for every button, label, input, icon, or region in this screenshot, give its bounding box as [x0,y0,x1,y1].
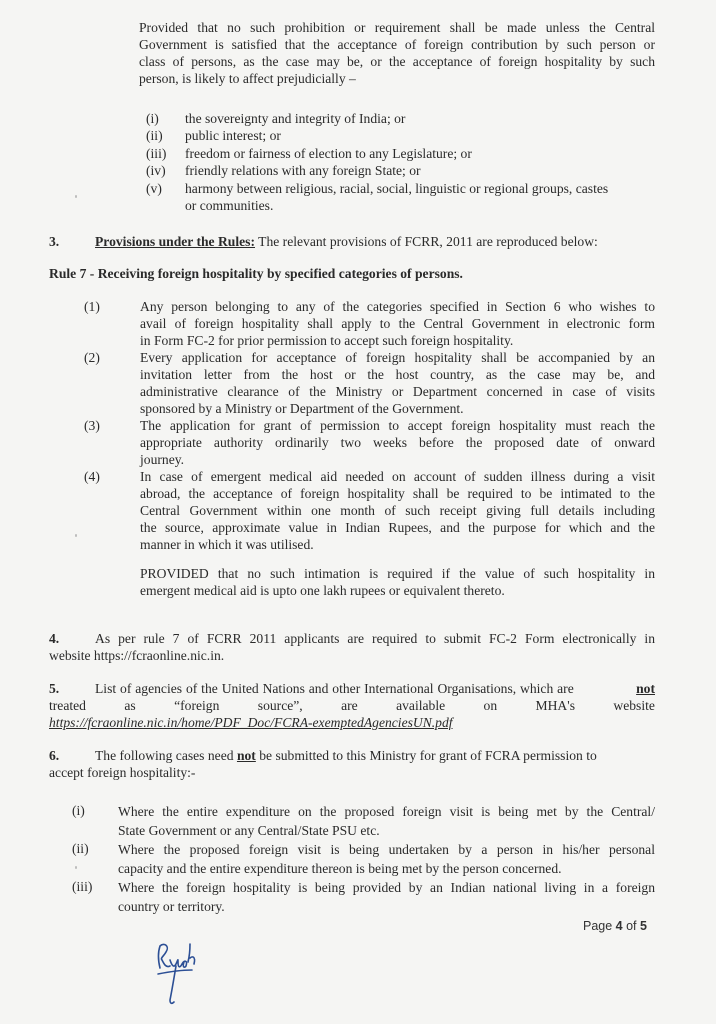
clause-line: manner in which it was utilised. [140,537,314,552]
intro-proviso [139,19,655,87]
clause-line: Every application for acceptance of foreign hospitality shall be accompanied by an [140,350,655,365]
section-4-line-1 [95,630,655,647]
word: treated [49,698,86,713]
signature-icon [152,938,212,1008]
page-number [583,919,647,933]
case-line: Where the proposed foreign visit is being undertaken by a person in his/her personal [118,842,655,857]
case-line: capacity and the entire expenditure thereon is being met by the person concerned. [118,861,562,876]
proviso-line: PROVIDED that no such intimation is required if the value of such hospitality in [140,566,655,581]
clause-line: Central Government within one month of such receipt giving full details including [140,503,655,518]
clause-text [140,298,655,349]
word: as [124,698,136,713]
clause-line: abroad, the acceptance of foreign hospitality shall be required to be intimated to the [140,486,655,501]
clause-text [140,349,655,417]
word: source”, [257,698,303,713]
section-text: be submitted to this Ministry for grant of FCRA permission to [255,748,597,763]
word: available [396,698,446,713]
list-label: (ii) [146,128,163,143]
clause-line: journey. [140,452,185,467]
list-text: the sovereignty and integrity of India; or [185,111,406,126]
scan-speck [75,195,77,198]
section-6-line-1 [95,747,655,764]
section-line: As per rule 7 of FCRR 2011 applicants are required to submit FC-2 Form electronically in [95,631,655,646]
clause-label: (2) [84,350,100,365]
clause-text [140,468,655,553]
section-4-line-2: website https://fcraonline.nic.in. [49,648,225,663]
section-number: 6. [49,748,60,763]
case-line: Where the entire expenditure on the proposed foreign visit is being met by the Central/ [118,804,655,819]
case-text [118,878,655,916]
section-body: The relevant provisions of FCRR, 2011 are reproduced below: [255,234,598,249]
section-6-line-2: accept foreign hospitality:- [49,765,196,780]
scan-speck [75,534,77,537]
list-label: (v) [146,181,162,196]
clause-line: administrative clearance of the Ministry or Department concerned in case of visits [140,384,655,399]
list-label: (i) [146,111,159,126]
word: MHA's [535,698,575,713]
case-line: country or territory. [118,899,225,914]
clause-line: avail of foreign hospitality shall apply to the Central Government in electronic form [140,316,655,331]
word: website [613,698,655,713]
section-number: 4. [49,631,60,646]
proviso-line: class of persons, as the case may be, or the acceptance of foreign hospitality by such [139,54,655,69]
clause-line: the source, approximate value in Indian Rupees, and the purpose for which and the [140,520,655,535]
page-prefix: Page [583,919,616,933]
proviso-line: Government is satisfied that the acceptance of foreign contribution by such person or [139,37,655,52]
section-3-text [95,233,598,250]
section-heading: Provisions under the Rules: [95,234,255,249]
list-label: (iii) [146,146,167,161]
rule-7-title: Rule 7 - Receiving foreign hospitality by specified categories of persons. [49,266,463,281]
case-text [118,840,655,878]
case-text [118,802,655,840]
proviso-line: person, is likely to affect prejudicially – [139,71,356,86]
section-5-line-2 [49,697,655,714]
section-number: 5. [49,681,60,696]
clause-label: (1) [84,299,100,314]
list-text: harmony between religious, racial, social, linguistic or regional groups, castes [185,181,609,196]
clause-line: in Form FC-2 for prior permission to accept such foreign hospitality. [140,333,514,348]
clause-line: invitation letter from the host or the host country, as the case may be, and [140,367,655,382]
case-label: (iii) [72,879,93,894]
clause-label: (4) [84,469,100,484]
page-total: 5 [640,919,647,933]
section-text: List of agencies of the United Nations and other International Organisations, which are [95,681,574,696]
word: “foreign [174,698,220,713]
case-label: (ii) [72,841,89,856]
page-mid: of [622,919,640,933]
list-text: or communities. [185,198,274,213]
proviso-line: emergent medical aid is upto one lakh rupees or equivalent thereto. [140,583,505,598]
scan-speck [75,866,77,869]
clause-line: appropriate authority ordinarily two weeks before the proposed date of onward [140,435,655,450]
word: are [341,698,358,713]
exempted-agencies-link[interactable]: https://fcraonline.nic.in/home/PDF_Doc/FCRA-exemptedAgenciesUN.pdf [49,715,453,730]
list-text: freedom or fairness of election to any Legislature; or [185,146,472,161]
emphasis-not: not [236,748,256,763]
case-label: (i) [72,803,85,818]
clause-line: sponsored by a Ministry or Department of the Government. [140,401,464,416]
clause-line: Any person belonging to any of the categories specified in Section 6 who wishes to [140,299,655,314]
list-text: friendly relations with any foreign State; or [185,163,421,178]
clause-label: (3) [84,418,100,433]
section-text: The following cases need [95,748,234,763]
section-number: 3. [49,234,60,249]
proviso-line: Provided that no such prohibition or requirement shall be made unless the Central [139,20,655,35]
list-label: (iv) [146,163,166,178]
case-line: Where the foreign hospitality is being provided by an Indian national living in a foreign [118,880,655,895]
case-line: State Government or any Central/State PSU etc. [118,823,380,838]
emphasis-not: not [636,681,655,696]
clause-line: The application for grant of permission to accept foreign hospitality must reach the [140,418,655,433]
clause-line: In case of emergent medical aid needed on account of sudden illness during a visit [140,469,655,484]
clause-text [140,417,655,468]
rule-7-proviso [140,565,655,599]
section-5-line-1 [95,680,655,697]
list-text: public interest; or [185,128,281,143]
word: on [483,698,498,713]
page-current: 4 [615,919,623,933]
